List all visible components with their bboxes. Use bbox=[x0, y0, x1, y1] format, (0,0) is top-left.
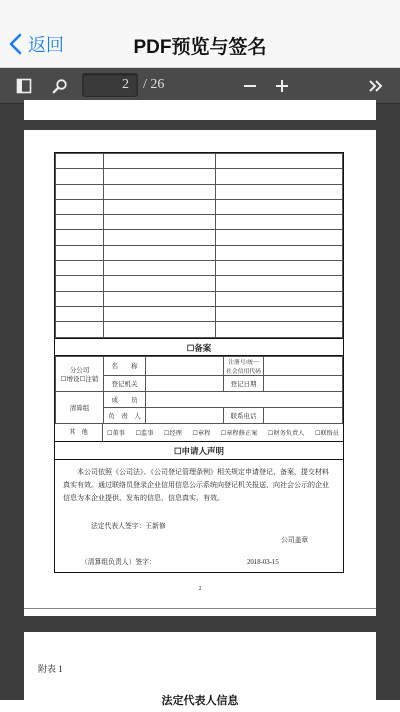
option-finance-head[interactable]: ☐财务负责人 bbox=[267, 429, 305, 437]
page-number-input[interactable]: 2 bbox=[82, 73, 138, 97]
option-articles[interactable]: ☐章程 bbox=[192, 429, 211, 437]
reg-no-field[interactable] bbox=[264, 356, 343, 375]
option-supervisor[interactable]: ☐监事 bbox=[135, 429, 154, 437]
sidebar-icon bbox=[16, 78, 32, 94]
form-document bbox=[54, 152, 344, 573]
name-field[interactable] bbox=[146, 356, 224, 375]
reg-date-field[interactable] bbox=[264, 375, 343, 391]
liquidation-signature[interactable]: （清算组负责人）签字： bbox=[81, 558, 156, 566]
next-page-title: 法定代表人信息 bbox=[161, 695, 239, 707]
pdf-page-next bbox=[24, 632, 376, 712]
back-label: 返回 bbox=[28, 35, 64, 55]
sidebar-toggle-button[interactable] bbox=[12, 74, 36, 98]
page-number-label: 2 bbox=[198, 586, 202, 592]
declaration-block bbox=[55, 460, 343, 572]
name-label: 名 称 bbox=[104, 356, 146, 375]
leader-field[interactable] bbox=[146, 407, 224, 423]
reg-authority-field[interactable] bbox=[146, 375, 224, 391]
plus-icon bbox=[275, 79, 289, 93]
filing-section-title: ☐备案 bbox=[55, 338, 343, 356]
pdf-viewer[interactable] bbox=[0, 104, 400, 707]
legal-rep-signature[interactable]: 法定代表人签字：王新修 bbox=[91, 522, 166, 530]
other-label: 其 他 bbox=[55, 424, 103, 441]
liquidation-label: 清算组 bbox=[56, 391, 104, 423]
branch-label: 分公司 ☐增设☐注销 bbox=[56, 356, 104, 391]
nav-bar bbox=[0, 0, 400, 68]
search-button[interactable] bbox=[48, 74, 72, 98]
member-label: 成 员 bbox=[104, 391, 146, 407]
page-total: / 26 bbox=[143, 77, 165, 92]
option-liaison[interactable]: ☐联络员 bbox=[314, 429, 339, 437]
reg-no-label: 注册号/统一 社会信用代码 bbox=[224, 356, 264, 375]
page-title: PDF预览与签名 bbox=[133, 37, 267, 58]
pdf-page-current bbox=[24, 130, 376, 616]
more-tools-button[interactable] bbox=[364, 74, 388, 98]
option-manager[interactable]: ☐经理 bbox=[163, 429, 182, 437]
declaration-body: 本公司依照《公司法》、《公司登记管理条例》相关规定申请登记、备案，提交材料真实有效。通过联络员登录企业信用信息公示系统向登记机关报送、向社会公示的企业信息为本企业提供、发布的信息，信息真实、有效。 bbox=[63, 467, 329, 502]
phone-field[interactable] bbox=[264, 407, 343, 423]
declaration-section-title: ☐申请人声明 bbox=[55, 442, 343, 460]
pdf-toolbar bbox=[0, 68, 400, 104]
filing-table bbox=[55, 356, 343, 424]
other-options bbox=[103, 428, 343, 437]
double-chevron-right-icon bbox=[368, 79, 384, 93]
appendix-label: 附表 1 bbox=[38, 664, 63, 674]
minus-icon bbox=[243, 79, 257, 93]
search-icon bbox=[52, 78, 68, 94]
pdf-page-previous bbox=[24, 100, 376, 120]
phone-label: 联系电话 bbox=[224, 407, 264, 423]
zoom-in-button[interactable] bbox=[270, 74, 294, 98]
zoom-out-button[interactable] bbox=[238, 74, 262, 98]
other-row bbox=[55, 424, 343, 442]
reg-date-label: 登记日期 bbox=[224, 375, 264, 391]
reg-authority-label: 登记机关 bbox=[104, 375, 146, 391]
option-articles-amendment[interactable]: ☐章程修正案 bbox=[220, 429, 258, 437]
blank-grid-table bbox=[55, 153, 343, 338]
leader-label: 负 责 人 bbox=[104, 407, 146, 423]
page-divider bbox=[24, 608, 376, 609]
member-field[interactable] bbox=[146, 391, 343, 407]
company-seal-label: 公司盖章 bbox=[281, 536, 309, 544]
declaration-date: 2018-03-15 bbox=[247, 558, 279, 566]
option-director[interactable]: ☐董事 bbox=[107, 429, 125, 437]
